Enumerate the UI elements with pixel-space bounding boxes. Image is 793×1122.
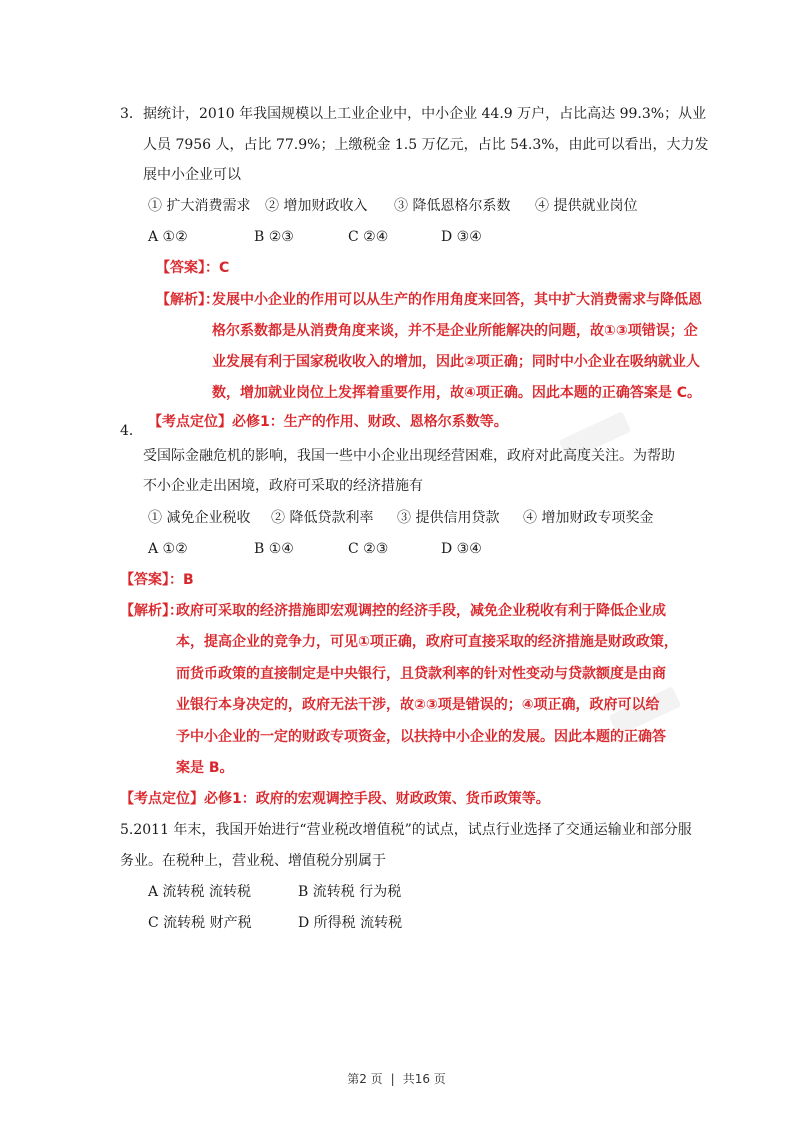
- question-3-item: ① 扩大消费需求: [148, 198, 251, 214]
- question-3-point: [148, 412, 508, 432]
- question-3-analysis-label: 【解析】：: [156, 292, 219, 308]
- question-4-analysis-line: 予中小企业的一定的财政专项资金，以扶持中小企业的发展。因此本题的正确答: [176, 729, 666, 745]
- question-5-choice: B 流转税 行为税: [298, 884, 402, 900]
- question-4-analysis-line: 而货币政策的直接制定是中央银行，且贷款利率的针对性变动与贷款额度是由商: [176, 666, 666, 682]
- page-footer: [0, 1070, 793, 1087]
- question-4-stem-line: 受国际金融危机的影响，我国一些中小企业出现经营困难，政府对此高度关注。为帮助: [143, 448, 675, 464]
- footer-separator: |: [390, 1072, 395, 1086]
- question-3-stem-line: 人员 7956 人，占比 77.9%；上缴税金 1.5 万亿元，占比 54.3%，由此可以看出，大力发: [143, 137, 709, 153]
- question-3-number: 3．: [120, 106, 143, 122]
- question-5-choice: A 流转税 流转税: [148, 884, 252, 900]
- question-3-item: ④ 提供就业岗位: [535, 198, 638, 214]
- question-4-item: ③ 提供信用贷款: [397, 510, 500, 526]
- question-4-analysis-label: 【解析】：: [120, 603, 183, 619]
- question-5-stem-line: 务业。在税种上，营业税、增值税分别属于: [120, 853, 386, 869]
- point-text: 必修1：政府的宏观调控手段、财政政策、货币政策等。: [204, 791, 550, 807]
- point-text: 必修1：生产的作用、财政、恩格尔系数等。: [232, 414, 508, 430]
- question-4-choice: B ①④: [254, 541, 294, 557]
- question-3-analysis-line: 格尔系数都是从消费角度来谈，并不是企业所能解决的问题，故①③项错误；企: [212, 323, 698, 339]
- question-3-item: ③ 降低恩格尔系数: [394, 198, 511, 214]
- question-3-stem-line: 据统计，2010 年我国规模以上工业企业中，中小企业 44.9 万户，占比高达 99.3%；从业: [143, 106, 707, 122]
- answer-label: 【答案】：: [120, 572, 183, 588]
- question-4-choice: C ②③: [348, 541, 389, 557]
- answer-label: 【答案】：: [156, 260, 219, 276]
- question-5-choice: C 流转税 财产税: [148, 915, 252, 931]
- question-4-choice: A ①②: [148, 541, 188, 557]
- question-3-choice: C ②④: [348, 229, 389, 245]
- question-4-analysis-line: 政府可采取的经济措施即宏观调控的经济手段，减免企业税收有利于降低企业成: [176, 603, 666, 619]
- answer-value: C: [219, 260, 230, 276]
- question-3-analysis-line: 发展中小企业的作用可以从生产的作用角度来回答，其中扩大消费需求与降低恩: [212, 292, 702, 308]
- page-number: 第2 页: [347, 1072, 383, 1086]
- question-4-item: ② 降低贷款利率: [271, 510, 374, 526]
- question-5-choice: D 所得税 流转税: [298, 915, 403, 931]
- question-4-stem-line: 不小企业走出困境，政府可采取的经济措施有: [143, 478, 423, 494]
- question-4-item: ① 减免企业税收: [148, 510, 251, 526]
- question-4-answer: [120, 570, 194, 590]
- question-4-number: 4．: [120, 423, 143, 439]
- point-label: 【考点定位】: [120, 791, 204, 807]
- question-3-choice: A ①②: [148, 229, 188, 245]
- answer-value: B: [183, 572, 194, 588]
- question-4-choice: D ③④: [441, 541, 482, 557]
- question-3-item: ② 增加财政收入: [265, 198, 368, 214]
- question-3-answer: [156, 258, 229, 278]
- question-3-analysis-line: 数，增加就业岗位上发挥着重要作用，故④项正确。因此本题的正确答案是 C。: [212, 385, 701, 401]
- question-4-analysis-line: 本，提高企业的竞争力，可见①项正确，政府可直接采取的经济措施是财政政策，: [176, 634, 678, 650]
- question-4-item: ④ 增加财政专项奖金: [523, 510, 654, 526]
- question-4-analysis-line: 案是 B。: [176, 760, 234, 776]
- question-4-analysis-line: 业银行本身决定的，政府无法干涉，故②③项是错误的；④项正确，政府可以给: [176, 697, 660, 713]
- question-3-choice: B ②③: [254, 229, 294, 245]
- point-label: 【考点定位】: [148, 414, 232, 430]
- question-3-stem-line: 展中小企业可以: [143, 167, 241, 183]
- question-3-analysis-line: 业发展有利于国家税收收入的增加，因此②项正确；同时中小企业在吸纳就业人: [212, 354, 700, 370]
- question-5-stem-line: 5.2011 年末，我国开始进行“营业税改增值税”的试点，试点行业选择了交通运输业和部分服: [120, 822, 692, 838]
- question-4-point: [120, 789, 550, 809]
- page-total: 共16 页: [402, 1072, 446, 1086]
- question-3-choice: D ③④: [441, 229, 482, 245]
